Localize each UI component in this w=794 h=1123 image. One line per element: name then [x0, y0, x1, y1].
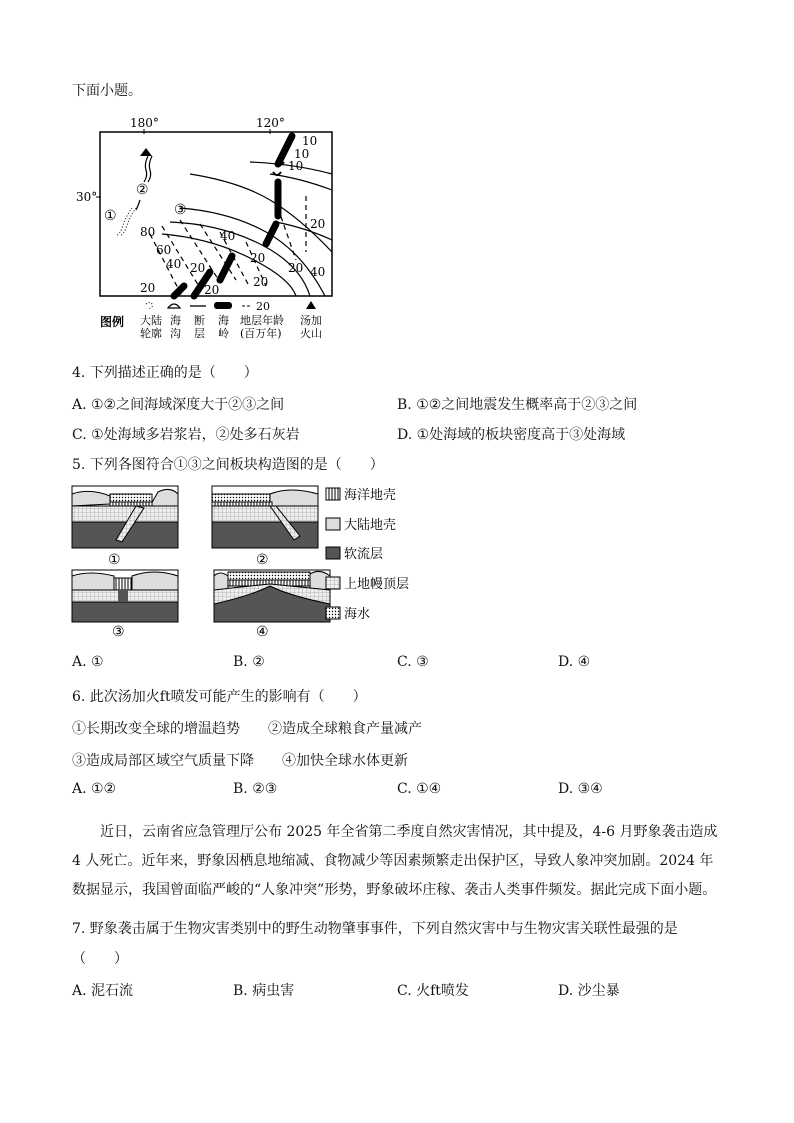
svg-text:(百万年): (百万年)	[240, 327, 282, 340]
q7-option-a[interactable]: A. 泥石流	[72, 983, 134, 999]
svg-text:10: 10	[294, 147, 310, 161]
lon-label-180: 180°	[130, 116, 159, 130]
q6-statement-3: ③造成局部区域空气质量下降	[72, 753, 254, 769]
svg-text:40: 40	[310, 265, 326, 279]
map-circled-3: ③	[174, 202, 187, 218]
plate-map-figure	[70, 112, 340, 344]
svg-text:40: 40	[166, 257, 182, 271]
svg-text:20: 20	[204, 283, 220, 297]
q5-option-b[interactable]: B. ②	[233, 654, 265, 670]
svg-text:20: 20	[250, 251, 266, 265]
svg-text:断: 断	[194, 314, 205, 327]
svg-text:海: 海	[170, 314, 181, 327]
section-diagram-4	[214, 570, 330, 622]
svg-text:岭: 岭	[218, 327, 229, 340]
svg-text:火山: 火山	[300, 327, 322, 340]
svg-text:80: 80	[140, 225, 156, 239]
svg-text:20: 20	[140, 281, 156, 295]
svg-text:海水: 海水	[344, 607, 371, 622]
q7-option-d[interactable]: D. 沙尘暴	[558, 983, 620, 999]
plate-section-diagrams	[70, 484, 420, 642]
q6-option-a[interactable]: A. ①②	[72, 781, 117, 797]
svg-text:④: ④	[256, 624, 269, 640]
map-circled-2: ②	[136, 182, 149, 198]
svg-text:大陆: 大陆	[140, 314, 162, 327]
q7-paren: （ ）	[72, 951, 128, 967]
svg-text:②: ②	[256, 552, 269, 568]
q5-option-a[interactable]: A. ①	[72, 654, 104, 670]
svg-text:海: 海	[218, 314, 229, 327]
svg-text:20: 20	[256, 300, 270, 313]
q6-statement-4: ④加快全球水体更新	[282, 753, 408, 769]
svg-text:10: 10	[302, 134, 318, 148]
svg-text:20: 20	[190, 261, 206, 275]
svg-text:上地幔顶层: 上地幔顶层	[344, 577, 410, 592]
q4-option-a[interactable]: A. ①②之间海域深度大于②③之间	[72, 397, 285, 413]
lat-label-30: 30°	[76, 190, 98, 204]
q6-stem: 6. 此次汤加火ft喷发可能产生的影响有（ ）	[72, 689, 367, 705]
svg-text:③: ③	[112, 624, 125, 640]
q5-option-d[interactable]: D. ④	[558, 654, 591, 670]
reading-passage: 近日，云南省应急管理厅公布 2025 年全省第二季度自然灾害情况，其中提及，4-6 月野象袭击造成 4 人死亡。近年来，野象因栖息地缩减、食物减少等因素频繁走出保护区，导致人象冲突加剧。2024 年数据显示，我国曾面临严峻的“人象冲突”形势，野象破坏庄稼、袭击人类事件频发。据此完成下面小题。	[72, 824, 718, 898]
svg-text:轮廓: 轮廓	[140, 327, 162, 340]
svg-text:10: 10	[288, 159, 304, 173]
svg-text:层: 层	[194, 327, 205, 340]
svg-text:60: 60	[156, 243, 172, 257]
section-diagram-1	[72, 486, 178, 548]
q4-option-d[interactable]: D. ①处海域的板块密度高于③处海域	[397, 427, 626, 443]
q4-option-b[interactable]: B. ①②之间地震发生概率高于②③之间	[397, 397, 638, 413]
svg-text:20: 20	[253, 275, 269, 289]
lon-label-120: 120°	[256, 116, 285, 130]
q7-option-b[interactable]: B. 病虫害	[233, 983, 295, 999]
q4-stem: 4. 下列描述正确的是（ ）	[72, 365, 258, 381]
q7-stem: 7. 野象袭击属于生物灾害类别中的野生动物肇事事件，下列自然灾害中与生物灾害关联性最强的是	[72, 921, 678, 937]
svg-text:海洋地壳: 海洋地壳	[344, 488, 397, 503]
svg-text:①: ①	[108, 552, 121, 568]
q7-option-c[interactable]: C. 火ft喷发	[397, 983, 469, 999]
section-diagram-3	[72, 570, 178, 622]
legend-title: 图例	[100, 315, 125, 329]
map-circled-1: ①	[104, 208, 117, 224]
q6-option-c[interactable]: C. ①④	[397, 781, 442, 797]
svg-text:40: 40	[220, 229, 236, 243]
svg-text:20: 20	[310, 217, 326, 231]
q6-statement-1: ①长期改变全球的增温趋势	[72, 721, 240, 737]
q5-option-c[interactable]: C. ③	[397, 654, 429, 670]
q6-option-d[interactable]: D. ③④	[558, 781, 603, 797]
q6-statement-2: ②造成全球粮食产量减产	[268, 721, 422, 737]
svg-text:软流层: 软流层	[344, 547, 384, 562]
svg-text:地层年龄: 地层年龄	[240, 314, 284, 327]
svg-text:大陆地壳: 大陆地壳	[344, 518, 397, 533]
svg-text:汤加: 汤加	[300, 314, 322, 327]
q6-option-b[interactable]: B. ②③	[233, 781, 278, 797]
svg-text:沟: 沟	[170, 327, 181, 340]
section-diagram-2	[212, 486, 318, 548]
q5-stem: 5. 下列各图符合①③之间板块构造图的是（ ）	[72, 457, 384, 473]
q4-option-c[interactable]: C. ①处海域多岩浆岩，②处多石灰岩	[72, 427, 300, 443]
svg-text:20: 20	[288, 261, 304, 275]
intro-text: 下面小题。	[72, 83, 142, 99]
